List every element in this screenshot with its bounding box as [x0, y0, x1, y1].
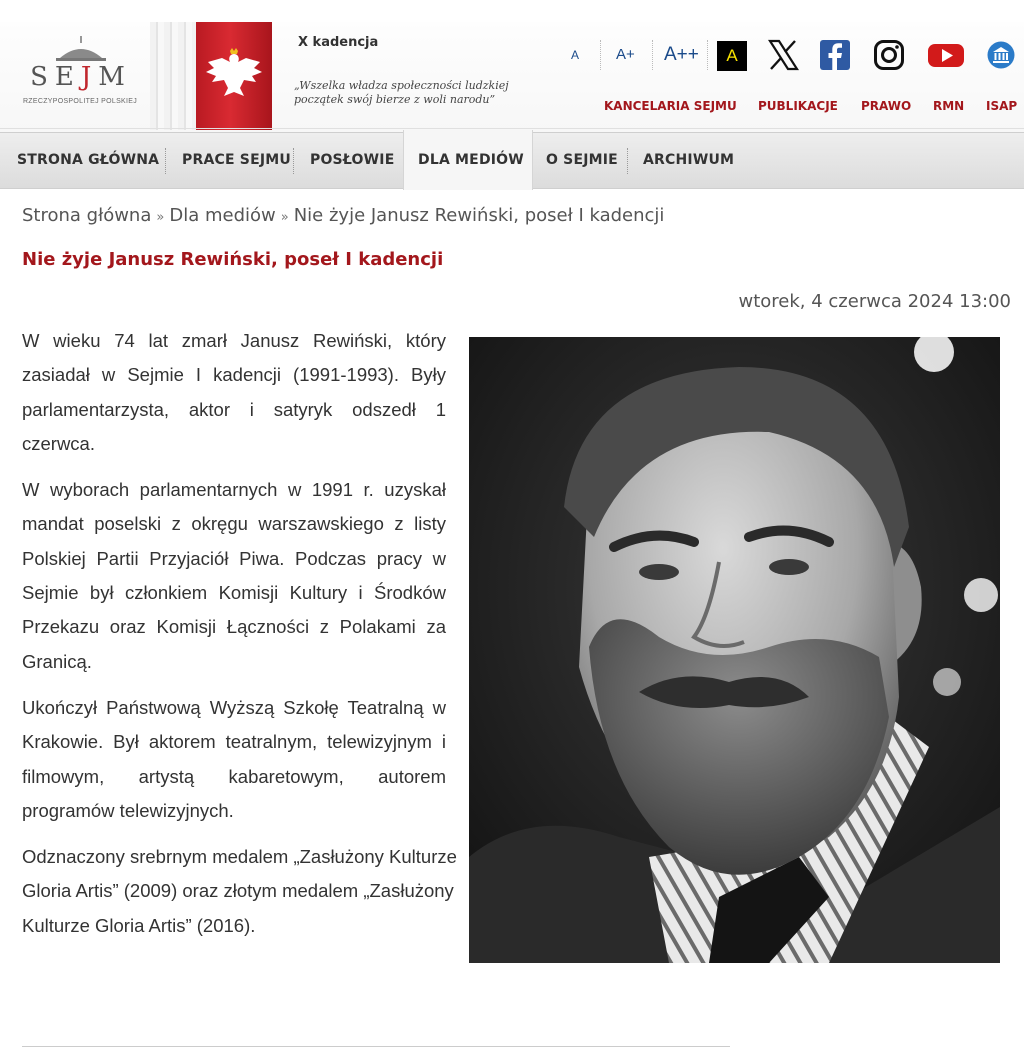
term-label: X kadencja — [298, 35, 379, 50]
white-eagle-icon — [200, 48, 268, 104]
breadcrumb-home[interactable]: Strona główna — [22, 205, 152, 226]
nav-separator — [165, 148, 167, 174]
nav-o-sejmie[interactable]: O SEJMIE — [546, 152, 618, 168]
nav-dla-mediow[interactable]: DLA MEDIÓW — [418, 152, 524, 168]
high-contrast-button[interactable]: A — [717, 41, 747, 71]
x-icon[interactable] — [767, 39, 799, 71]
breadcrumb — [22, 205, 664, 226]
main-navigation — [0, 132, 1024, 189]
toolbar-separator — [707, 40, 709, 70]
youtube-icon[interactable] — [927, 39, 965, 71]
facebook-icon[interactable] — [819, 39, 851, 71]
toolbar-separator — [600, 40, 602, 70]
logo-wordmark: SEJM — [30, 62, 132, 92]
site-header — [0, 0, 1024, 132]
institution-icon[interactable] — [987, 41, 1015, 69]
sejm-dome-icon — [54, 36, 108, 62]
nav-prace-sejmu[interactable]: PRACE SEJMU — [182, 152, 291, 168]
article-paragraph: W wyborach parlamentarnych w 1991 r. uzyskał mandat poselski z okręgu warszawskiego z listy Polskiej Partii Przyjaciół Piwa. Podczas pracy w Sejmie był członkiem Komisji Kultury i Środków Przekazu oraz Komisji Łączności z Polakami za Granicą. — [22, 479, 446, 672]
polish-emblem — [196, 22, 272, 130]
font-size-large-button[interactable]: A++ — [664, 44, 699, 65]
portrait-illustration — [469, 337, 1000, 963]
font-size-medium-button[interactable]: A+ — [616, 46, 635, 63]
logo-subtitle: RZECZYPOSPOLITEJ POLSKIEJ — [22, 98, 138, 105]
instagram-icon[interactable] — [873, 39, 905, 71]
toplink-kancelaria[interactable]: KANCELARIA SEJMU — [604, 99, 737, 113]
toplink-publikacje[interactable]: PUBLIKACJE — [758, 99, 838, 113]
article-date: wtorek, 4 czerwca 2024 13:00 — [738, 291, 1011, 312]
toolbar-separator — [652, 40, 654, 70]
accessibility-toolbar — [560, 38, 1024, 72]
nav-separator — [293, 148, 295, 174]
breadcrumb-section[interactable]: Dla mediów — [169, 205, 276, 226]
toplink-isap[interactable]: ISAP — [986, 99, 1018, 113]
breadcrumb-separator: » — [280, 210, 289, 225]
sejm-logo[interactable] — [20, 36, 138, 116]
header-top-strip — [0, 0, 1024, 22]
article-paragraph: W wieku 74 lat zmarł Janusz Rewiński, który zasiadał w Sejmie I kadencji (1991-1993). Były parlamentarzysta, aktor i satyryk odszedł 1 czerwca. — [22, 330, 446, 454]
toplink-rmn[interactable]: RMN — [933, 99, 965, 113]
article-title: Nie żyje Janusz Rewiński, poseł I kadencji — [22, 249, 444, 270]
header-divider — [0, 128, 1024, 129]
nav-separator — [627, 148, 629, 174]
breadcrumb-current: Nie żyje Janusz Rewiński, poseł I kadencji — [293, 205, 665, 226]
article-paragraph: Odznaczony srebrnym medalem „Zasłużony Kulturze Gloria Artis” (2009) oraz złotym medalem „Zasłużony Kulturze Gloria Artis” (2016). — [22, 846, 457, 936]
nav-archiwum[interactable]: ARCHIWUM — [643, 152, 735, 168]
article-body — [22, 324, 457, 955]
constitution-motto: „Wszelka władza społeczności ludzkiej początek swój bierze z woli narodu” — [294, 79, 509, 106]
breadcrumb-separator: » — [156, 210, 165, 225]
font-size-small-button[interactable]: A — [571, 48, 580, 62]
nav-strona-glowna[interactable]: STRONA GŁÓWNA — [17, 152, 160, 168]
article-paragraph: Ukończył Państwową Wyższą Szkołę Teatralną w Krakowie. Był aktorem teatralnym, telewizyjnym i filmowym, artystą kabaretowym, autorem programów telewizyjnych. — [22, 696, 446, 821]
content-divider — [22, 1046, 730, 1047]
toplink-prawo[interactable]: PRAWO — [861, 99, 912, 113]
portrait-photo — [469, 337, 1000, 963]
nav-poslowie[interactable]: POSŁOWIE — [310, 152, 395, 168]
